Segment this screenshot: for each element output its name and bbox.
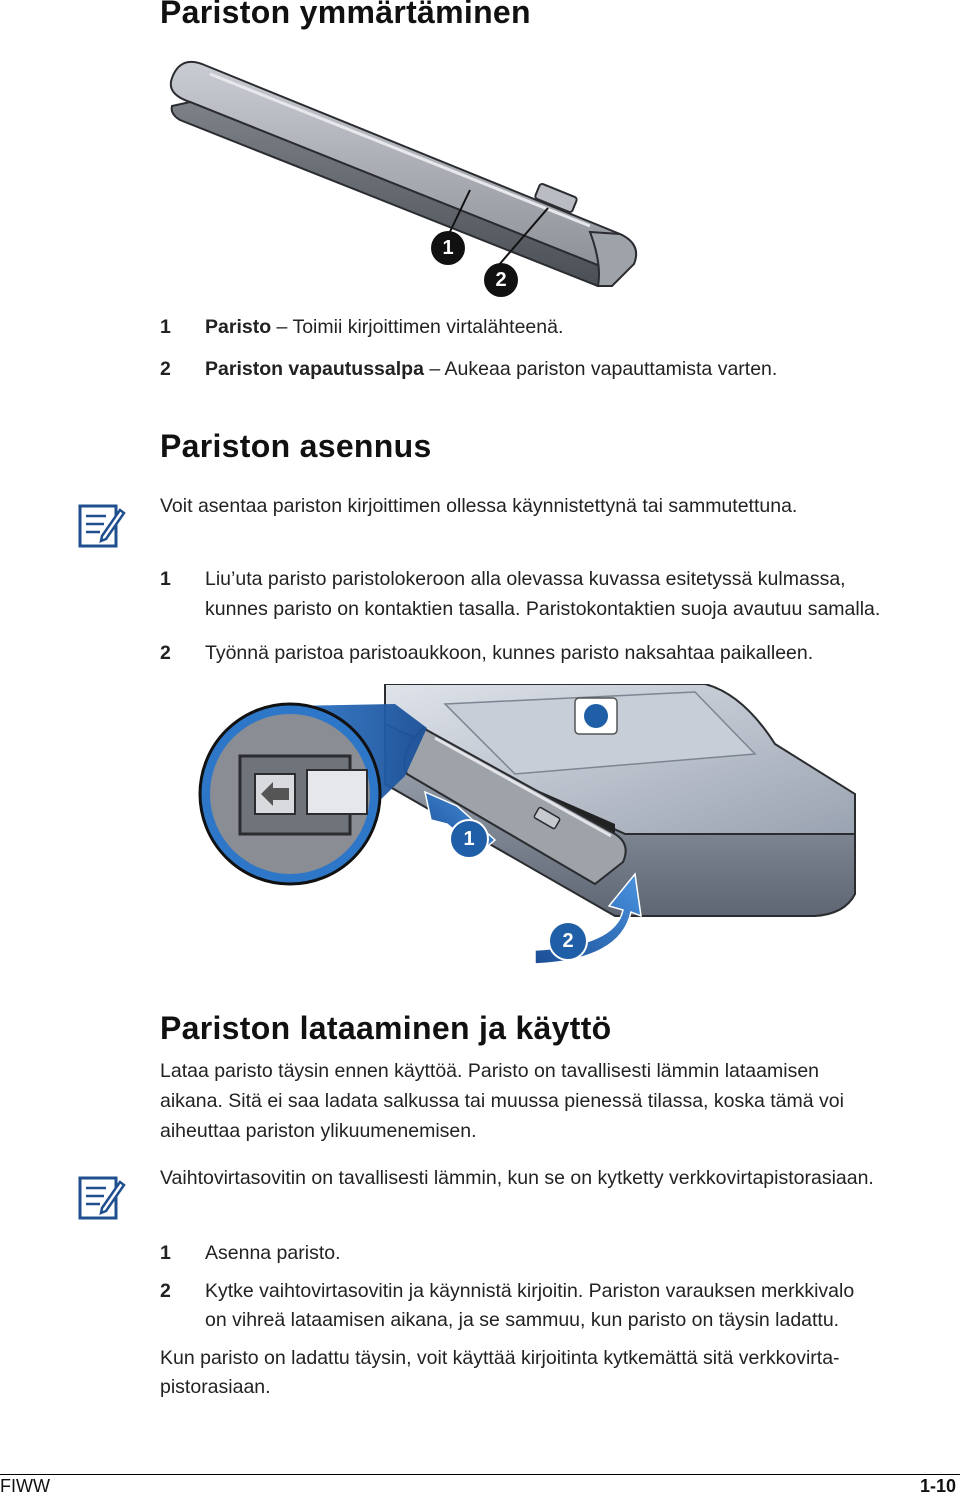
footer-rule bbox=[0, 1474, 960, 1475]
paragraph-line: Lataa paristo täysin ennen käyttöä. Paristo on tavallisesti lämmin lataamisen bbox=[160, 1060, 820, 1082]
callout-1-slide: 1 bbox=[449, 819, 489, 859]
callout-2-latch: 2 bbox=[484, 263, 518, 297]
term-battery: Paristo bbox=[205, 316, 272, 338]
section-title-charging: Pariston lataaminen ja käyttö bbox=[160, 1010, 612, 1046]
term-description: – Toimii kirjoittimen virtalähteenä. bbox=[276, 316, 564, 338]
step-text-line: Liu’uta paristo paristolokeroon alla olevassa kuvassa esitetyssä kulmassa, bbox=[205, 568, 846, 590]
step-number: 2 bbox=[160, 642, 171, 664]
step-number: 1 bbox=[160, 1242, 171, 1264]
printer-battery-install-illustration bbox=[195, 684, 860, 974]
callout-1-battery: 1 bbox=[431, 231, 465, 265]
step-text-line: on vihreä lataamisen aikana, ja se sammuu, kun paristo on täysin ladattu. bbox=[205, 1309, 840, 1331]
step-text-line: Työnnä paristoa paristoaukkoon, kunnes paristo naksahtaa paikalleen. bbox=[205, 642, 814, 664]
closing-line: pistorasiaan. bbox=[160, 1376, 271, 1398]
section-title-understanding: Pariston ymmärtäminen bbox=[160, 0, 531, 30]
closing-line: Kun paristo on ladattu täysin, voit käyttää kirjoitinta kytkemättä sitä verkkovirta- bbox=[160, 1347, 840, 1369]
step-text-line: Asenna paristo. bbox=[205, 1242, 341, 1264]
note-pencil-icon bbox=[76, 1172, 126, 1222]
list-item-text bbox=[205, 312, 563, 342]
term-description: – Aukeaa pariston vapauttamista varten. bbox=[429, 358, 778, 380]
section-title-installation: Pariston asennus bbox=[160, 428, 432, 464]
paragraph-line: aiheuttaa pariston ylikuumenemisen. bbox=[160, 1120, 477, 1142]
term-release-latch: Pariston vapautussalpa bbox=[205, 358, 424, 380]
note-text: Vaihtovirtasovitin on tavallisesti lämmin, kun se on kytketty verkkovirtapistorasiaan. bbox=[160, 1167, 874, 1189]
step-text-line: Kytke vaihtovirtasovitin ja käynnistä kirjoitin. Pariston varauksen merkkivalo bbox=[205, 1280, 855, 1302]
page-number: 1-10 bbox=[919, 1476, 956, 1496]
callout-2-push: 2 bbox=[548, 921, 588, 961]
step-number: 2 bbox=[160, 1280, 171, 1302]
footer-left: FIWW bbox=[0, 1476, 50, 1496]
list-item bbox=[160, 312, 171, 342]
battery-illustration bbox=[150, 50, 650, 310]
item-number: 1 bbox=[160, 316, 171, 338]
note-text: Voit asentaa pariston kirjoittimen ollessa käynnistettynä tai sammutettuna. bbox=[160, 495, 798, 517]
item-number: 2 bbox=[160, 358, 171, 380]
step-text-line: kunnes paristo on kontaktien tasalla. Paristokontaktien suoja avautuu samalla. bbox=[205, 598, 881, 620]
paragraph-line: aikana. Sitä ei saa ladata salkussa tai muussa pienessä tilassa, koska tämä voi bbox=[160, 1090, 844, 1112]
note-pencil-icon bbox=[76, 500, 126, 550]
list-item bbox=[160, 354, 171, 384]
step-number: 1 bbox=[160, 568, 171, 590]
list-item-text bbox=[205, 354, 777, 384]
